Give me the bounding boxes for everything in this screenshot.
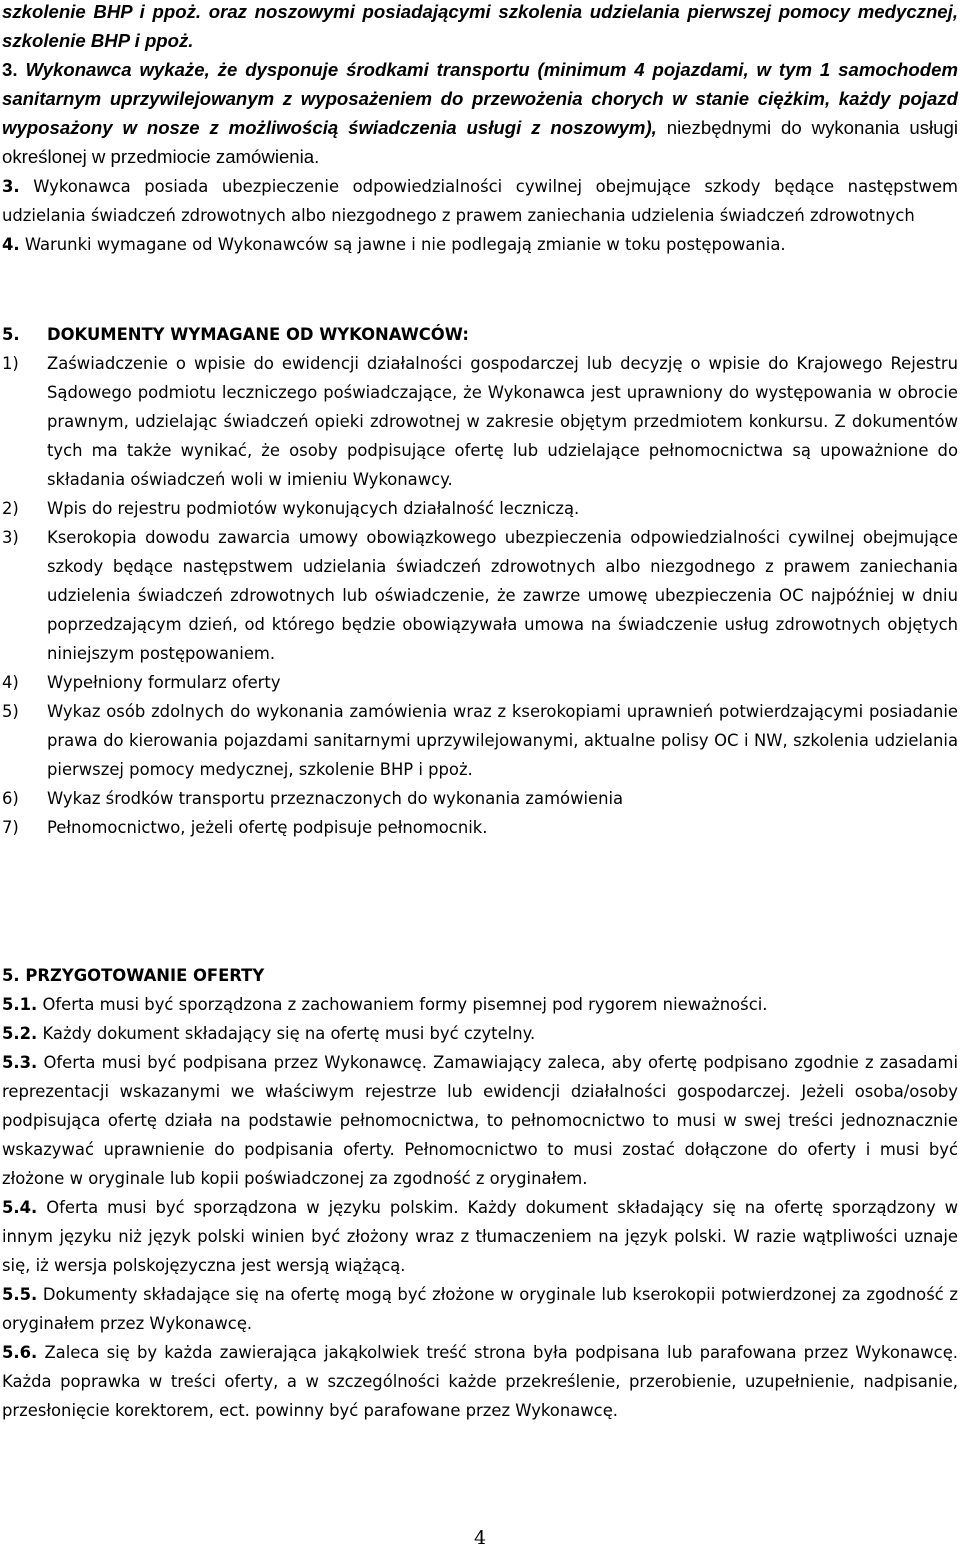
documents-section xyxy=(2,320,958,842)
heading-text: DOKUMENTY WYMAGANE OD WYKONAWCÓW: xyxy=(47,325,469,344)
paragraph-text: Wykonawca posiada ubezpieczenie odpowiedzialności cywilnej obejmujące szkody będące następstwem udzielania świadczeń zdrowotnych albo niezgodnego z prawem zaniechania udzielenia świadczeń zdrowotnych xyxy=(2,177,958,225)
clause-number: 5.2. xyxy=(2,1024,38,1043)
clause-text: Dokumenty składające się na ofertę mogą być złożone w oryginale lub kserokopii potwierdzonej za zgodność z oryginałem przez Wykonawcę. xyxy=(2,1285,958,1333)
heading-number: 5. xyxy=(2,325,20,344)
list-item xyxy=(2,349,958,494)
section-heading xyxy=(2,320,958,349)
list-item xyxy=(2,813,958,842)
paragraph-number: 3. xyxy=(2,59,18,80)
list-text: Kserokopia dowodu zawarcia umowy obowiązkowego ubezpieczenia odpowiedzialności cywilnej obejmujące szkody będące następstwem udzielania świadczeń zdrowotnych albo niezgodnego z prawem zaniechania udzielenia świadczeń zdrowotnych lub oświadczenie, że zawrze umowę ubezpieczenia OC najpóźniej w dniu poprzedzającym dzień, od którego będzie obowiązywała umowa na świadczenie usług zdrowotnych objętych niniejszym postępowaniem. xyxy=(47,528,958,663)
list-item xyxy=(2,523,958,668)
transport-requirement: Wykonawca wykaże, że dysponuje środkami transportu (minimum 4 pojazdami, w tym 1 samochodem sanitarnym uprzywilejowanym z wyposażeniem do przewożenia chorych w stanie ciężkim, każdy pojazd wyposażony w nosze z możliwością świadczenia usługi z noszowym), xyxy=(2,59,958,138)
paragraph-number: 4. xyxy=(2,235,20,254)
paragraph-text: Warunki wymagane od Wykonawców są jawne i nie podlegają zmianie w toku postępowania. xyxy=(19,235,786,254)
list-text: Wypełniony formularz oferty xyxy=(47,673,281,692)
list-number: 5) xyxy=(2,702,19,721)
clause xyxy=(2,1280,958,1338)
clause xyxy=(2,1048,958,1193)
section-heading: 5. PRZYGOTOWANIE OFERTY xyxy=(2,966,265,985)
list-text: Wykaz osób zdolnych do wykonania zamówienia wraz z kserokopiami uprawnień potwierdzającymi posiadanie prawa do kierowania pojazdami sanitarnymi uprzywilejowanymi, aktualne polisy OC i NW, szkolenia udzielania pierwszej pomocy medycznej, szkolenie BHP i ppoż. xyxy=(47,702,958,779)
paragraph-4 xyxy=(2,230,958,259)
clause-text: Oferta musi być sporządzona z zachowaniem formy pisemnej pod rygorem nieważności. xyxy=(37,995,768,1014)
clause xyxy=(2,1019,958,1048)
clause-text: Zaleca się by każda zawierająca jakąkolwiek treść strona była podpisana lub parafowana przez Wykonawcę. Każda poprawka w treści oferty, a w szczególności każde przekreślenie, przerobienie, uzupełnienie, nadpisanie, przesłonięcie korektorem, ect. powinny być parafowane przez Wykonawcę. xyxy=(2,1343,958,1420)
list-text: Wykaz środków transportu przeznaczonych do wykonania zamówienia xyxy=(47,789,624,808)
clause-number: 5.6. xyxy=(2,1343,38,1362)
clause-number: 5.3. xyxy=(2,1053,38,1072)
list-item xyxy=(2,494,958,523)
clause-number: 5.4. xyxy=(2,1198,38,1217)
paragraph-3-insurance xyxy=(2,172,958,230)
offer-preparation-section xyxy=(2,961,958,1425)
list-number: 7) xyxy=(2,818,19,837)
clause xyxy=(2,1193,958,1280)
list-number: 4) xyxy=(2,673,19,692)
paragraph-continuation: szkolenie BHP i ppoż. oraz noszowymi posiadającymi szkolenia udzielania pierwszej pomocy medycznej, szkolenie BHP i ppoż. xyxy=(2,1,958,51)
clause-text: Każdy dokument składający się na ofertę musi być czytelny. xyxy=(37,1024,536,1043)
list-number: 6) xyxy=(2,789,19,808)
clause xyxy=(2,1338,958,1425)
clause-number: 5.5. xyxy=(2,1285,38,1304)
list-item xyxy=(2,697,958,784)
paragraph-3-transport xyxy=(2,55,958,171)
clause-number: 5.1. xyxy=(2,995,38,1014)
list-text: Pełnomocnictwo, jeżeli ofertę podpisuje pełnomocnik. xyxy=(47,818,488,837)
list-number: 3) xyxy=(2,528,19,547)
list-text: Zaświadczenie o wpisie do ewidencji działalności gospodarczej lub decyzję o wpisie do Krajowego Rejestru Sądowego podmiotu leczniczego poświadczające, że Wykonawca jest uprawniony do występowania w obrocie prawnym, udzielając świadczeń opieki zdrowotnej w zakresie objętym przedmiotem konkursu. Z dokumentów tych ma także wynikać, że osoby podpisujące ofertę lub udzielające pełnomocnictwa są upoważnione do składania oświadczeń woli w imieniu Wykonawcy. xyxy=(47,354,958,489)
top-section xyxy=(2,0,958,171)
clause-text: Oferta musi być podpisana przez Wykonawcę. Zamawiający zaleca, aby ofertę podpisano zgodnie z zasadami reprezentacji wskazanymi we właściwym rejestrze lub ewidencji działalności gospodarczej. Jeżeli osoba/osoby podpisująca ofertę działa na podstawie pełnomocnictwa, to pełnomocnictwo to musi w swej treści jednoznacznie wskazywać uprawnienie do podpisania oferty. Pełnomocnictwo to musi zostać dołączone do oferty i musi być złożone w oryginale lub kopii poświadczonej za zgodność z oryginałem. xyxy=(2,1053,958,1188)
clause xyxy=(2,990,958,1019)
list-item xyxy=(2,668,958,697)
list-item xyxy=(2,784,958,813)
page-number: 4 xyxy=(473,1527,487,1549)
list-number: 1) xyxy=(2,354,19,373)
paragraph-number: 3. xyxy=(2,177,20,196)
list-text: Wpis do rejestru podmiotów wykonujących działalność leczniczą. xyxy=(47,499,580,518)
insurance-section xyxy=(2,172,958,259)
clause-text: Oferta musi być sporządzona w języku polskim. Każdy dokument składający się na ofertę sporządzony w innym języku niż język polski winien być złożony wraz z tłumaczeniem na język polski. W razie wątpliwości uznaje się, iż wersja polskojęzyczna jest wersją wiążącą. xyxy=(2,1198,958,1275)
transport-requirement-rest: niezbędnymi do wykonania usługi określonej w przedmiocie zamówienia. xyxy=(2,117,958,167)
list-number: 2) xyxy=(2,499,19,518)
